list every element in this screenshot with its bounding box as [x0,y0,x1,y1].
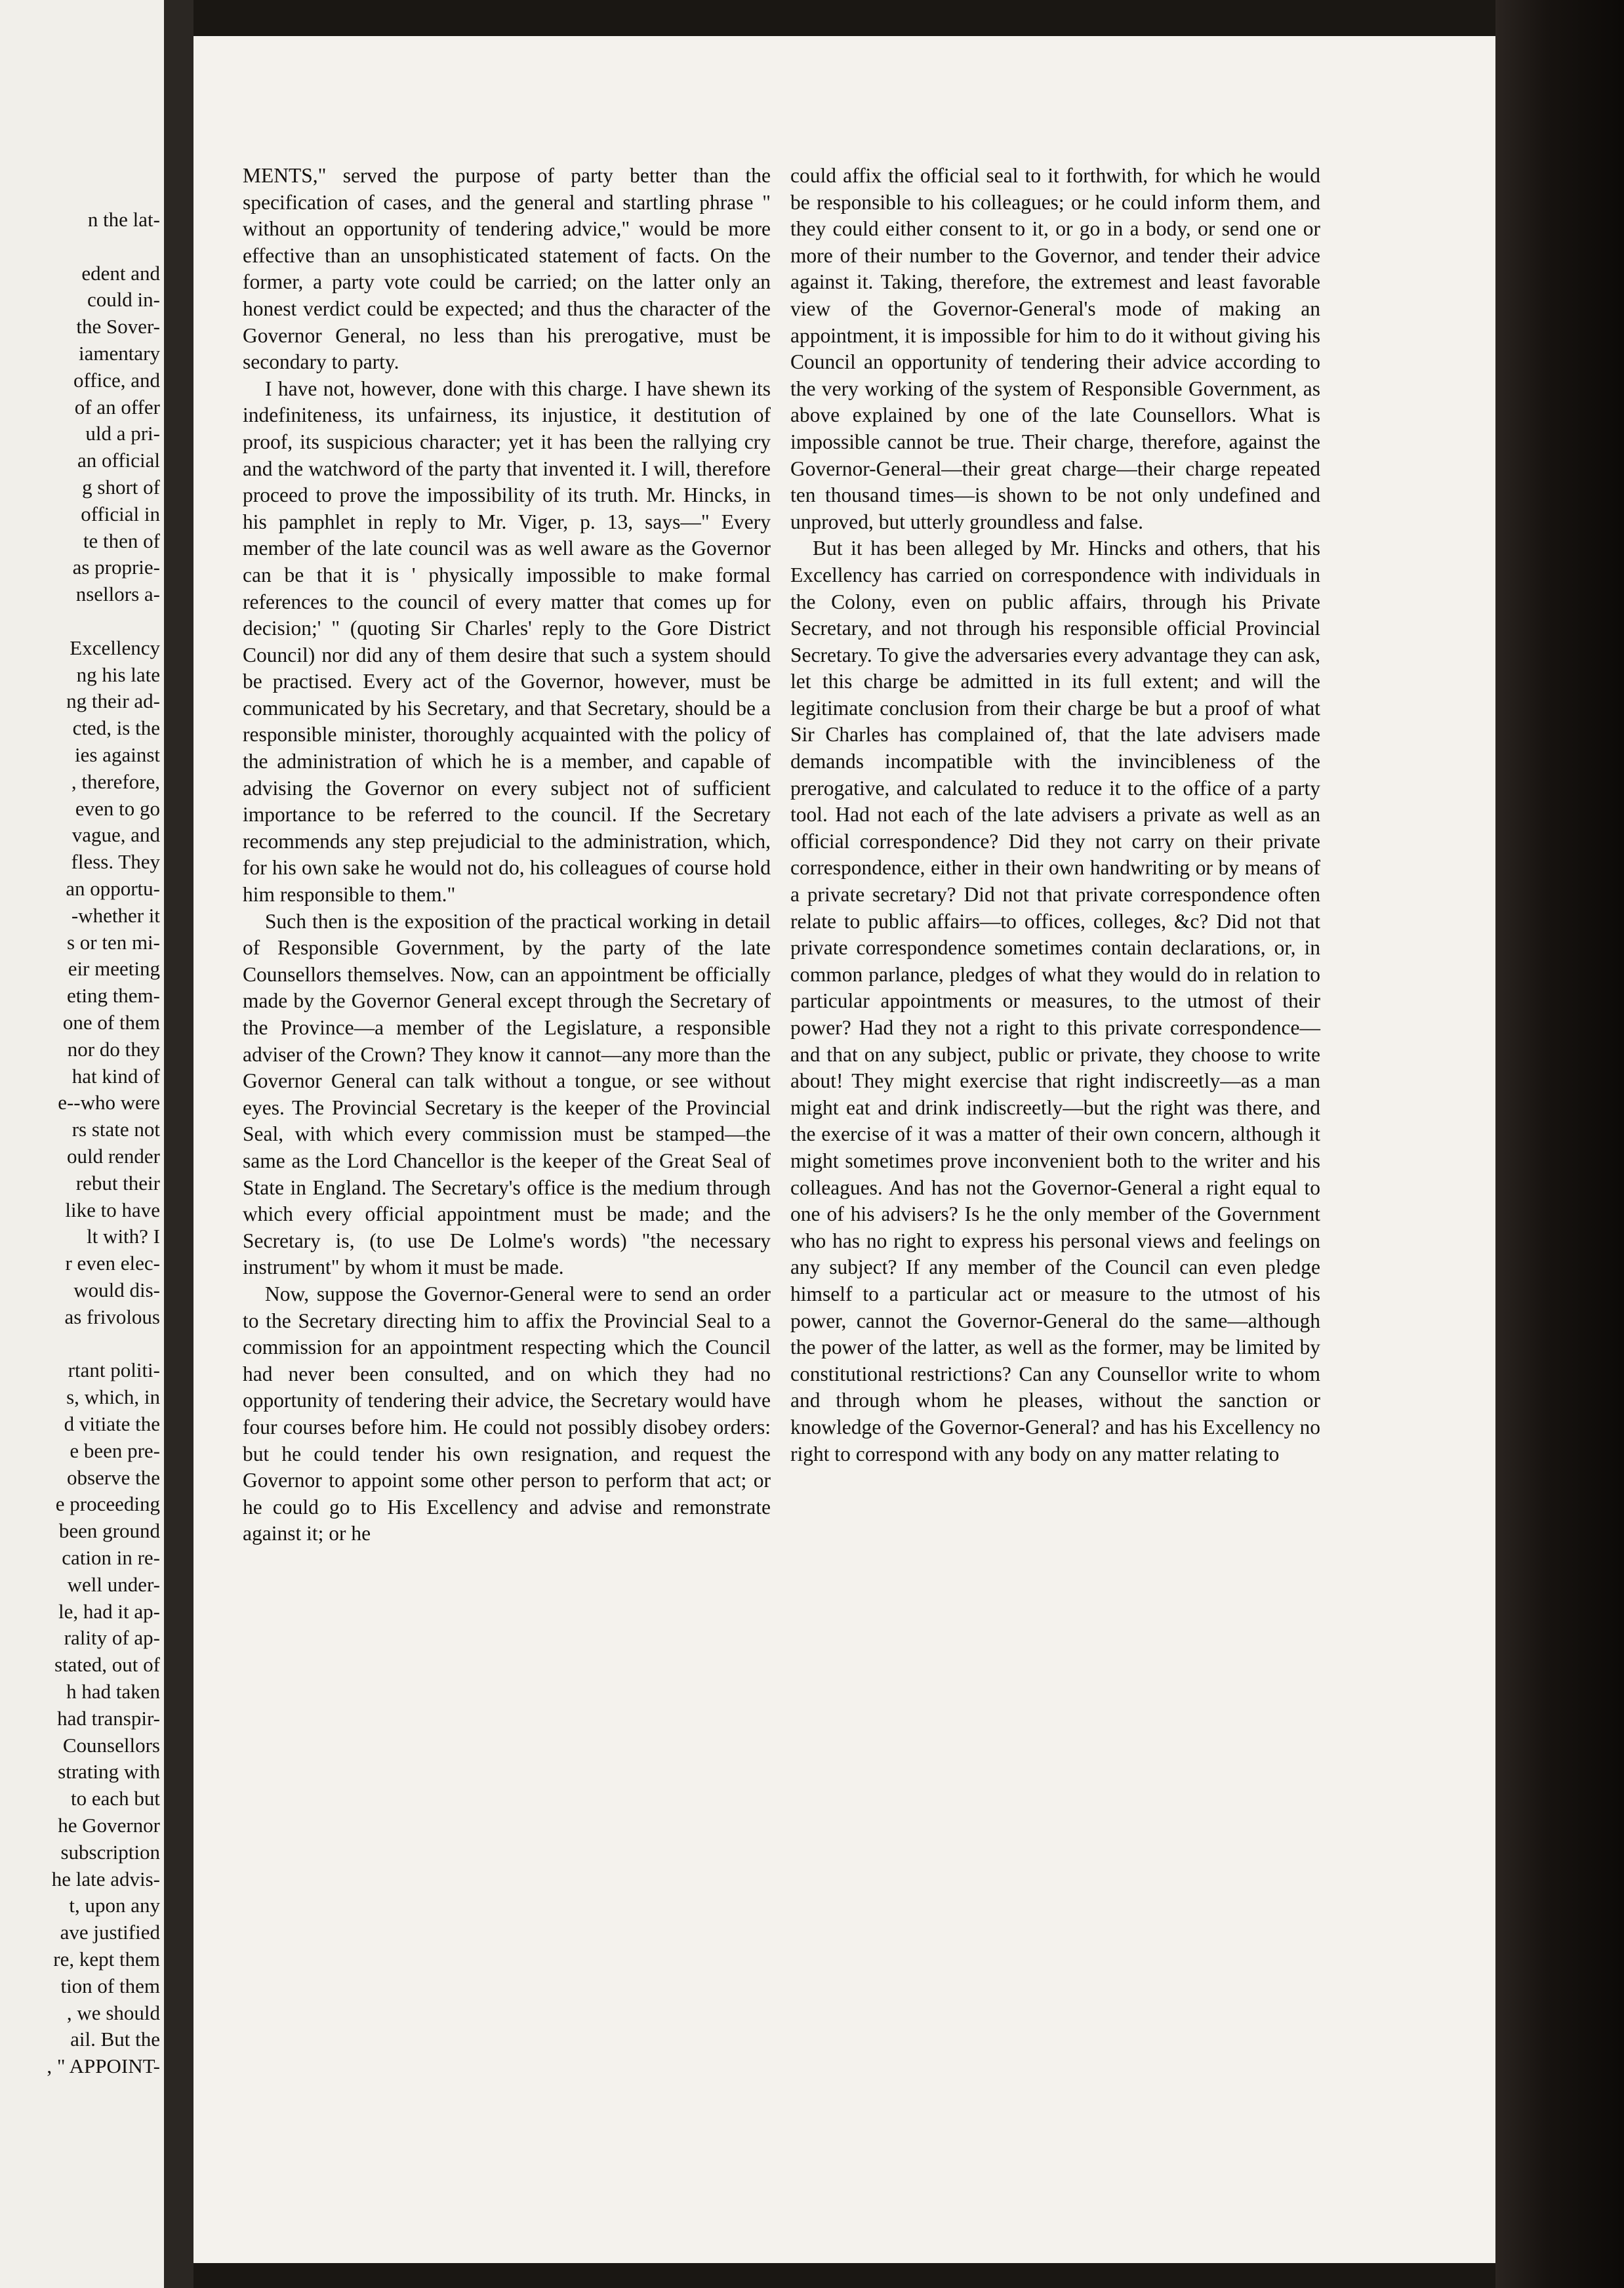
prev-page-line: lt with? I [87,1225,160,1248]
prev-page-line: the Sover- [76,315,160,338]
prev-page-line: of an offer [74,395,160,419]
prev-page-line: cation in re- [62,1546,160,1569]
prev-page-line: official in [81,502,160,525]
prev-page-line: ould render [66,1145,160,1168]
prev-page-line: n the lat- [87,208,160,231]
prev-page-line: , therefore, [71,769,160,793]
prev-page-line: nor do they [67,1037,160,1061]
prev-page-line: office, and [73,368,160,392]
prev-page-line: edent and [81,261,160,285]
prev-page-line: Counsellors [62,1733,160,1757]
prev-page-line: even to go [75,796,160,820]
prev-page-line: Excellency [70,636,160,659]
text-column-left [243,163,771,1547]
prev-page-line: as frivolous [64,1305,160,1328]
prev-page-line: e--who were [58,1091,160,1114]
prev-page-line: d vitiate the [64,1412,160,1435]
prev-page-line: -whether it [71,903,160,927]
prev-page-line: he Governor [58,1814,160,1837]
prev-page-line: uld a pri- [85,422,160,445]
prev-page-line: he late advis- [51,1867,160,1890]
prev-page-line: could in- [87,288,160,312]
paragraph: I have not, however, done with this charge. I have shewn its indefiniteness, its unfairness, its injustice, it destitution of proof, its suspicious character; yet it has been the rallying cry and the watchword of the party that invented it. I will, therefore proceed to prove the impossibility of its truth. Mr. Hincks, in his pamphlet in reply to Mr. Viger, p. 13, says—" Every member of the late council was as well aware as the Governor can be that it is ' physically impossible to make formal references to the council of every matter that comes up for decision;' " (quoting Sir Charles' reply to the Gore District Council) nor did any of them desire that such a system should be practised. Every act of the Governor, however, must be communicated by his Secretary, and that Secretary, should be a responsible minister, thoroughly acquainted with the policy of the administration of which he is a member, and capable of advising the Governor on every subject not of sufficient importance to be referred to the council. If the Secretary recommends any step prejudicial to the administration, which, for his own sake he would not do, his colleagues of course hold him responsible to them." [243,377,771,907]
prev-page-line: stated, out of [54,1653,160,1677]
prev-page-line: re, kept them [53,1948,160,1971]
prev-page-line: s or ten mi- [66,930,160,954]
prev-page-line: an official [77,449,160,472]
prev-page-line: r even elec- [65,1252,160,1275]
prev-page-line: cted, is the [72,716,160,740]
prev-page-line: t, upon any [69,1894,160,1917]
prev-page-line: h had taken [66,1680,160,1703]
paragraph: But it has been alleged by Mr. Hincks and others, that his Excellency has carried on correspondence with individuals in the Colony, even on public affairs, through his Private Secretary, and not through his responsible official Provincial Secretary. To give the adversaries every advantage they can ask, let this charge be admitted in its full extent; and will the legitimate conclusion from their charge be but a proof of what Sir Charles has complained of, that the late advisers made demands incompatible with the invincibleness of the prerogative, and calculated to reduce it to the office of a party tool. Had not each of the late advisers a private as well as an official correspondence? Did they not carry on their private correspondence, either in their own handwriting or by means of a private secretary? Did not that private correspondence often relate to public affairs—to offices, colleges, &c? Did not that private correspondence sometimes contain declarations, or, in common parlance, pledges of what they would do in relation to particular appointments or measures, to the utmost of their power? Had they not a right to this private correspondence—and that on any subject, public or private, they choose to write about! They might exercise that right indiscreetly—as a man might eat and drink indiscreetly—but the right was there, and the exercise of it was a matter of their own concern, although it might sometimes prove inconvenient both to the writer and his colleagues. And has not the Governor-General a right equal to one of his advisers? Is he the only member of the Government who has no right to express his personal views and feelings on any subject? If any member of the Council can even pledge himself to a particular act or measure to the utmost of his power, cannot the Governor-General do the same—although the power of the latter, as well as the former, may be limited by constitutional restrictions? Can any Counsellor write to whom and through whom he pleases, without the sanction or knowledge of the Governor-General? and has his Excellency no right to correspond with any body on any matter relating to [790,537,1320,1465]
prev-page-line: ng his late [76,663,160,686]
prev-page-line: had transpir- [57,1706,160,1730]
prev-page-line: g short of [82,476,160,499]
prev-page-line: rality of ap- [64,1626,160,1650]
prev-page-line: an opportu- [66,877,160,900]
prev-page-line: rtant politi- [68,1358,160,1382]
prev-page-line: e proceeding [55,1492,160,1516]
prev-page-line: le, had it ap- [58,1599,160,1623]
previous-page-edge [0,0,164,2288]
prev-page-line: rebut their [75,1171,160,1195]
prev-page-line: vague, and [71,823,160,847]
prev-page-line: te then of [83,529,160,552]
page-gutter [164,0,193,2288]
prev-page-line: , we should [66,2001,160,2024]
prev-page-line: s, which, in [66,1385,160,1409]
prev-page-line: would dis- [73,1278,160,1301]
prev-page-line: ave justified [60,1921,160,1944]
prev-page-line: ail. But the [70,2028,160,2051]
prev-page-line: ng their ad- [66,689,160,713]
prev-page-line: hat kind of [71,1064,160,1088]
prev-page-line: eir meeting [68,957,160,981]
prev-page-line: ies against [75,743,160,766]
prev-page-line: tion of them [60,1974,160,1997]
paragraph: could affix the official seal to it forthwith, for which he would be responsible to his colleagues; or he could inform them, and they could either consent to it, or go in a body, or send one or more of their number to the Governor, and tender their advice against it. Taking, therefore, the extremest and least favorable view of the Governor-General's mode of making an appointment, it is impossible for him to do it without giving his Council an opportunity of tendering their advice according to the very working of the system of Responsible Government, as above explained by one of the late Counsellors. What is impossible cannot be true. Their charge, therefore, against the Governor-General—their great charge—their charge repeated ten thousand times—is shown to be not only undefined and unproved, but utterly groundless and false. [790,164,1320,533]
prev-page-line: e been pre- [70,1439,160,1462]
prev-page-line: observe the [66,1465,160,1489]
prev-page-line: as proprie- [72,556,160,579]
prev-page-line: to each but [70,1787,160,1810]
prev-page-line: well under- [67,1572,160,1596]
prev-page-line: subscription [60,1840,160,1864]
book-binding [1495,0,1624,2288]
prev-page-line: fless. They [71,850,160,874]
prev-page-line: nsellors a- [75,582,160,606]
prev-page-line: iamentary [79,342,160,365]
paragraph: Now, suppose the Governor-General were to send an order to the Secretary directing him to affix the Provincial Seal to a commission for an appointment respecting which the Council had never been consulted, and on which they had no opportunity of tendering their advice, the Secretary would have four courses before him. He could not possibly disobey orders: but he could tender his own resignation, and request the Governor to appoint some other person to perform that act; or he could go to His Excellency and advise and remonstrate against it; or he [243,1282,771,1545]
text-column-right [790,163,1320,1467]
prev-page-line: rs state not [71,1118,160,1141]
prev-page-line: eting them- [66,984,160,1008]
prev-page-line: , " APPOINT- [47,2054,160,2078]
prev-page-line: like to have [65,1198,160,1221]
paragraph: MENTS," served the purpose of party better than the specification of cases, and the general and startling phrase " without an opportunity of tendering advice," would be more effective than an unsophisticated statement of facts. On the former, a party vote could be carried; on the latter only an honest verdict could be expected; and thus the character of the Governor General, no less than his prerogative, must be secondary to party. [243,164,771,374]
prev-page-line: one of them [62,1011,160,1034]
prev-page-line: strating with [58,1760,160,1784]
paragraph: Such then is the exposition of the practical working in detail of Responsible Government, by the party of the late Counsellors themselves. Now, can an appointment be officially made by the Governor General except through the Secretary of the Province—a member of the Legislature, a responsible adviser of the Crown? They know it cannot—any more than the Governor General can talk without a tongue, or see without eyes. The Provincial Secretary is the keeper of the Provincial Seal, with which every commission must be stamped—the same as the Lord Chancellor is the keeper of the Great Seal of State in England. The Secretary's office is the medium through which every official appointment must be made; and the Secretary is, (to use De Lolme's words) "the necessary instrument" by whom it must be made. [243,909,771,1279]
prev-page-line: been ground [58,1519,160,1543]
